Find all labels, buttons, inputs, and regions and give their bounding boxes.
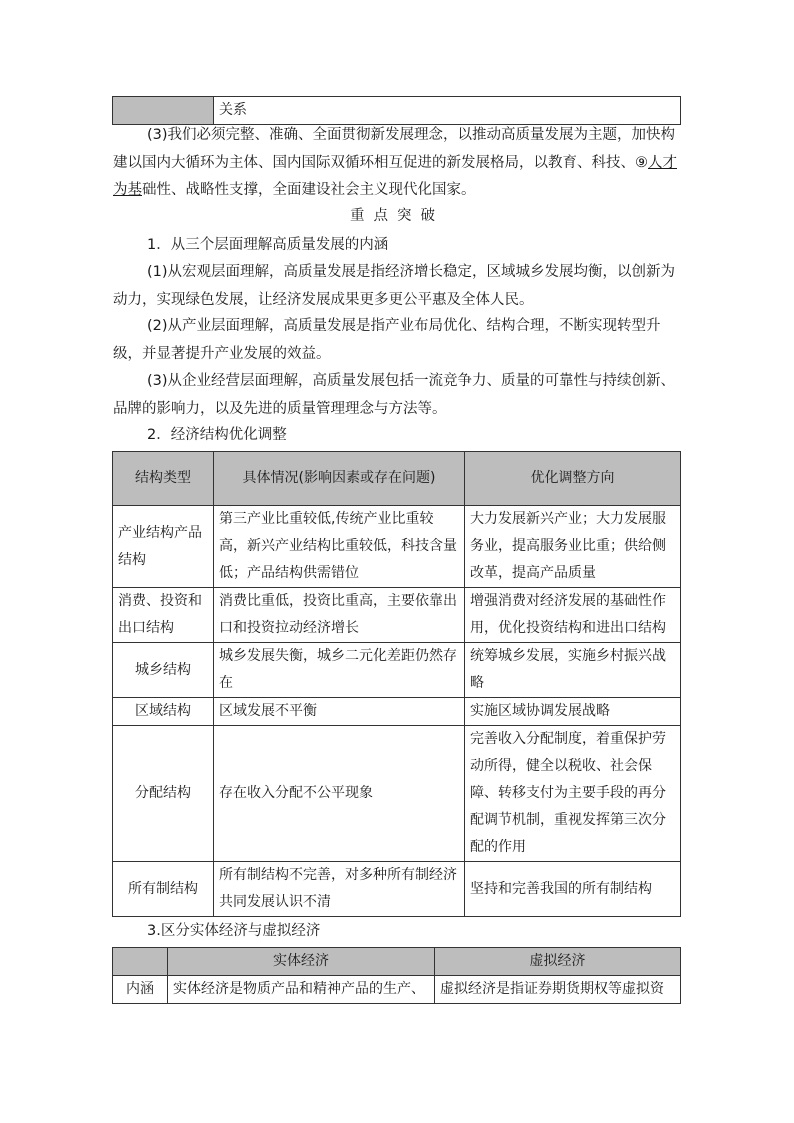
table-row (113, 643, 681, 698)
row-direction: 坚持和完善我国的所有制结构 (465, 862, 681, 917)
top-table-cell: 关系 (214, 97, 681, 125)
structure-table (112, 451, 681, 917)
para-3-underlined: 人才为基 (113, 154, 677, 198)
table-row (113, 726, 681, 862)
row-type: 分配结构 (113, 726, 214, 862)
header-virtual-economy: 虚拟经济 (435, 948, 681, 976)
row-type: 所有制结构 (113, 862, 214, 917)
economy-table (112, 947, 681, 1004)
header-situation: 具体情况(影响因素或存在问题) (214, 452, 465, 506)
point-2-heading: 2．经济结构优化调整 (147, 427, 287, 443)
row-direction: 大力发展新兴产业；大力发展服务业，提高服务业比重；供给侧改革，提高产品质量 (465, 506, 681, 588)
row-situation: 所有制结构不完善，对多种所有制经济共同发展认识不清 (214, 862, 465, 917)
row-situation: 城乡发展失衡，城乡二元化差距仍然存在 (214, 643, 465, 698)
row-situation: 区域发展不平衡 (214, 698, 465, 726)
table-row (113, 588, 681, 643)
para-3-suffix: 础性、战略性支撑，全面建设社会主义现代化国家。 (142, 182, 476, 198)
table-row (113, 976, 681, 1004)
row-situation: 存在收入分配不公平现象 (214, 726, 465, 862)
header-direction: 优化调整方向 (465, 452, 681, 506)
row-direction: 完善收入分配制度，着重保护劳动所得，健全以税收、社会保障、转移支付为主要手段的再分配调节机制，重视发挥第三次分配的作用 (465, 726, 681, 862)
point-1-item-3: (3)从企业经营层面理解，高质量发展包括一流竞争力、质量的可靠性与持续创新、品牌的影响力，以及先进的质量管理理念与方法等。 (113, 373, 676, 417)
header-empty (113, 948, 168, 976)
table-header-row (113, 948, 681, 976)
point-3-heading: 3.区分实体经济与虚拟经济 (147, 923, 321, 939)
row-situation: 消费比重低，投资比重高，主要依靠出口和投资拉动经济增长 (214, 588, 465, 643)
top-table-grey-cell (113, 97, 214, 125)
row-type: 区域结构 (113, 698, 214, 726)
table-row (113, 506, 681, 588)
row-direction: 实施区域协调发展战略 (465, 698, 681, 726)
header-type: 结构类型 (113, 452, 214, 506)
header-real-economy: 实体经济 (168, 948, 435, 976)
row-type: 城乡结构 (113, 643, 214, 698)
table-row (113, 862, 681, 917)
row-type: 消费、投资和出口结构 (113, 588, 214, 643)
para-3 (113, 122, 685, 205)
row-situation: 第三产业比重较低,传统产业比重较高，新兴产业结构比重较低，科技含量低；产品结构供需错位 (214, 506, 465, 588)
section-title: 重点突破 (350, 208, 444, 224)
table-header-row (113, 452, 681, 506)
row-real-economy: 实体经济是物质产品和精神产品的生产、 (168, 976, 435, 1004)
para-3-prefix: (3)我们必须完整、准确、全面贯彻新发展理念，以推动高质量发展为主题，加快构建以国内大循环为主体、国内国际双循环相互促进的新发展格局，以教育、科技、⑨ (113, 127, 676, 171)
top-table (112, 96, 681, 125)
point-1-item-2: (2)从产业层面理解，高质量发展是指产业布局优化、结构合理，不断实现转型升级，并显著提升产业发展的效益。 (113, 318, 661, 362)
row-direction: 统筹城乡发展，实施乡村振兴战略 (465, 643, 681, 698)
row-type: 产业结构产品结构 (113, 506, 214, 588)
table-row (113, 698, 681, 726)
row-label: 内涵 (113, 976, 168, 1004)
point-1-item-1: (1)从宏观层面理解，高质量发展是指经济增长稳定，区域城乡发展均衡，以创新为动力，实现绿色发展，让经济发展成果更多更公平惠及全体人民。 (113, 264, 676, 308)
row-direction: 增强消费对经济发展的基础性作用，优化投资结构和进出口结构 (465, 588, 681, 643)
row-virtual-economy: 虚拟经济是指证券期货期权等虚拟资 (435, 976, 681, 1004)
point-1-heading: 1．从三个层面理解高质量发展的内涵 (147, 237, 389, 253)
